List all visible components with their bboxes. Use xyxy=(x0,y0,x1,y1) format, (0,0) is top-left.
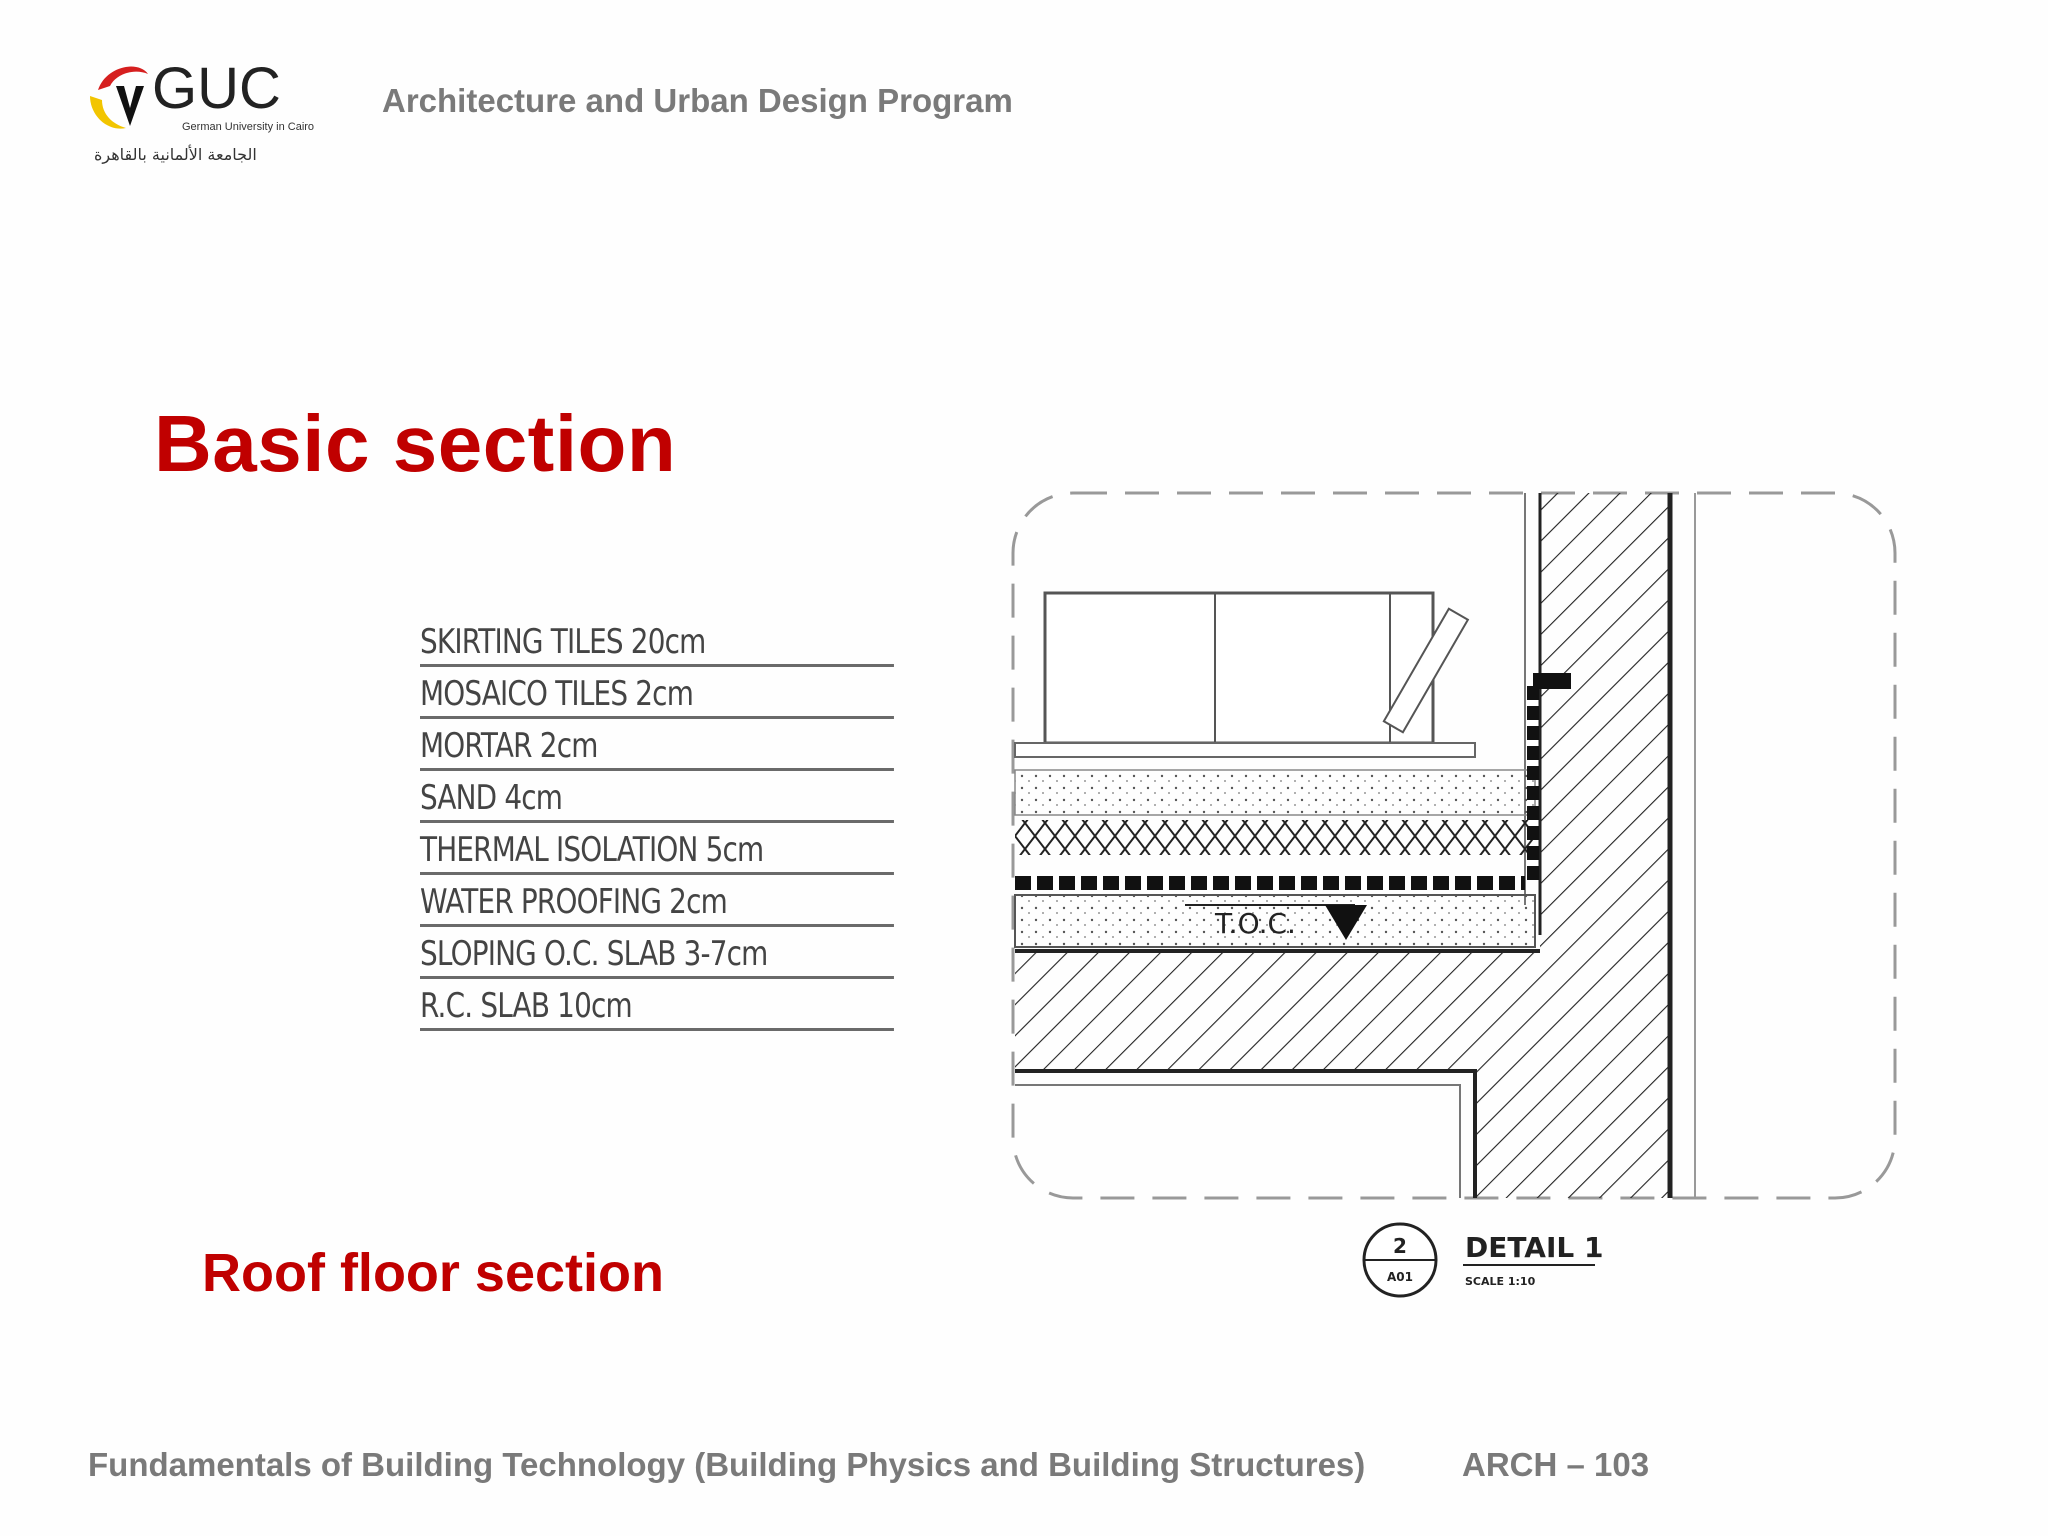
layer-label: SKIRTING TILES 20cm xyxy=(420,615,894,667)
svg-text:A01: A01 xyxy=(1387,1270,1413,1284)
detail-scale: SCALE 1:10 xyxy=(1465,1275,1536,1288)
svg-text:German University in Cairo: German University in Cairo xyxy=(182,121,315,133)
sand-layer xyxy=(1015,770,1535,815)
skirting-tiles xyxy=(1045,593,1433,743)
course-code: ARCH – 103 xyxy=(1462,1446,1650,1483)
rc-slab xyxy=(1015,951,1540,1071)
svg-text:الجامعة الألمانية بالقاهرة: الجامعة الألمانية بالقاهرة xyxy=(94,145,257,164)
slide-title: Basic section xyxy=(154,399,677,488)
layer-label: MORTAR 2cm xyxy=(420,719,894,771)
layer-label: SLOPING O.C. SLAB 3-7cm xyxy=(420,927,894,979)
slide-subtitle: Roof floor section xyxy=(202,1243,664,1303)
layer-label: THERMAL ISOLATION 5cm xyxy=(420,823,894,875)
logo-swirl-yellow xyxy=(90,96,126,129)
program-name: Architecture and Urban Design Program xyxy=(382,82,1013,119)
logo-swirl-black xyxy=(116,86,144,126)
thermal-isolation xyxy=(1015,820,1535,855)
svg-text:2: 2 xyxy=(1393,1234,1407,1258)
layer-list xyxy=(420,615,902,1031)
toc-label: T.O.C. xyxy=(1215,907,1296,940)
course-title: Fundamentals of Building Technology (Building Physics and Building Structures) xyxy=(88,1446,1366,1483)
detail-title: DETAIL 1 xyxy=(1465,1231,1604,1264)
svg-text:GUC: GUC xyxy=(152,56,281,121)
guc-logo xyxy=(86,52,336,172)
layer-label: MOSAICO TILES 2cm xyxy=(420,667,894,719)
section-drawing xyxy=(1005,485,1925,1315)
layer-label: SAND 4cm xyxy=(420,771,894,823)
layer-label: R.C. SLAB 10cm xyxy=(420,979,894,1031)
wall-hatch xyxy=(1540,493,1670,1198)
layer-label: WATER PROOFING 2cm xyxy=(420,875,894,927)
